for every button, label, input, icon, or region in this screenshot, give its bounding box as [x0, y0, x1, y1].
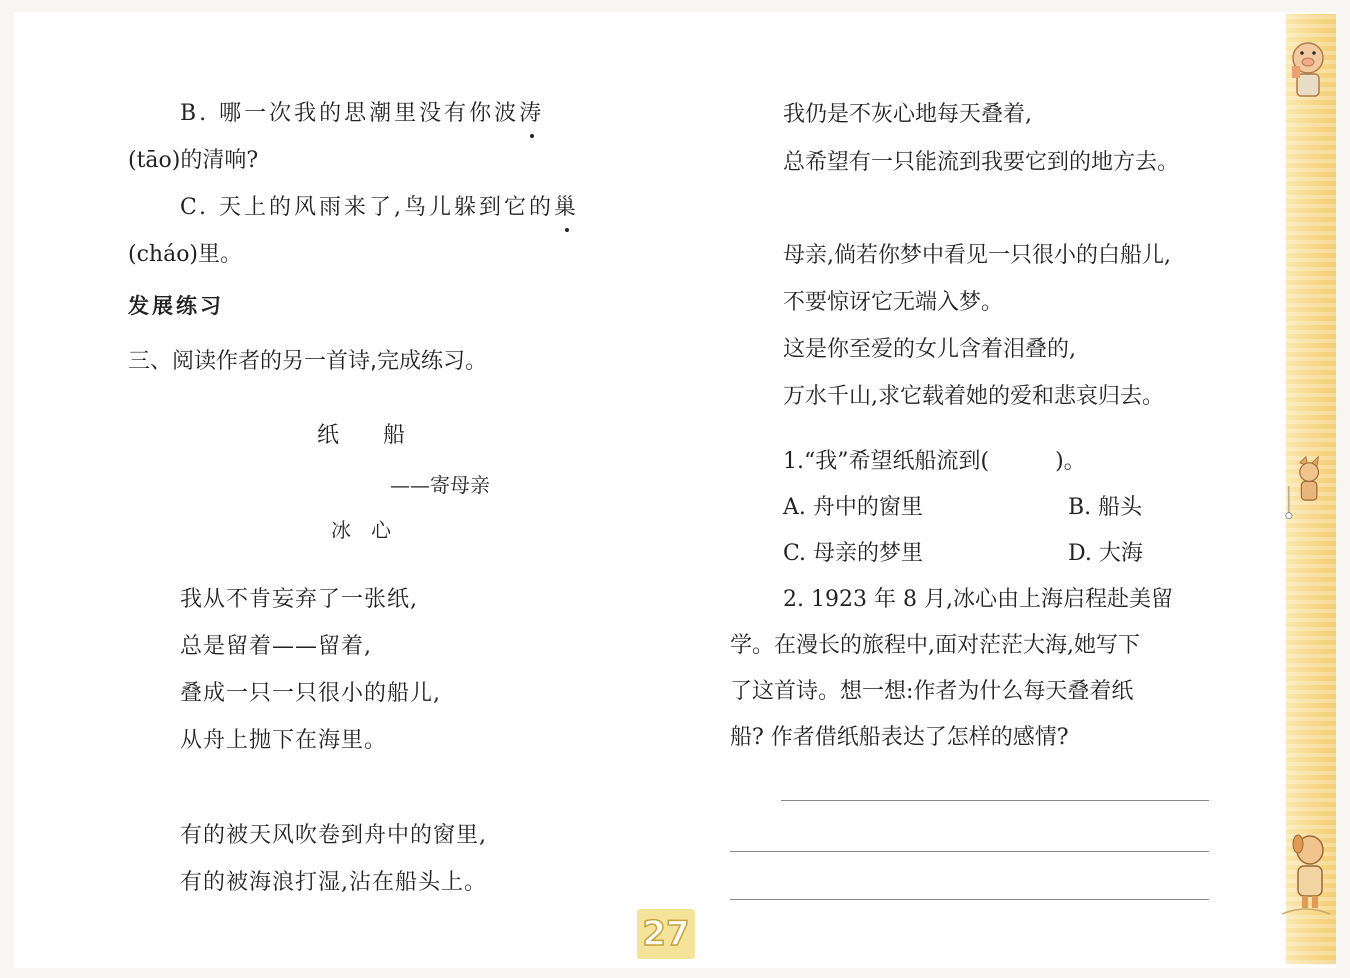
poem-line: 我仍是不灰心地每天叠着, [783, 102, 1032, 127]
question-2-line: 2. 1923 年 8 月,冰心由上海启程赴美留 [783, 587, 1173, 612]
poem-line: 叠成一只一只很小的船儿, [180, 681, 441, 706]
mascot-dog-icon [1278, 824, 1334, 924]
poem-line: 有的被海浪打湿,沾在船头上。 [180, 870, 487, 895]
question-2-line: 了这首诗。想一想:作者为什么每天叠着纸 [730, 679, 1134, 704]
page-number: 27 [637, 909, 695, 959]
question-1-option-b: B. 船头 [1068, 495, 1143, 520]
poem-line: 万水千山,求它载着她的爱和悲哀归去。 [783, 384, 1164, 409]
question-2-line: 船? 作者借纸船表达了怎样的感情? [730, 725, 1069, 750]
poem-line: 总是留着——留着, [180, 634, 372, 659]
poem-line: 我从不肯妄弃了一张纸, [180, 587, 418, 612]
poem-subtitle: ——寄母亲 [390, 473, 490, 497]
poem-line: 母亲,倘若你梦中看见一只很小的白船儿, [783, 243, 1171, 268]
dotted-character: 涛 [519, 99, 544, 129]
dotted-character: 巢 [554, 193, 579, 223]
answer-line[interactable] [730, 851, 1209, 852]
poem-line: 不要惊讶它无端入梦。 [783, 290, 1004, 315]
option-c-line-2: (cháo)里。 [128, 242, 243, 267]
question-1-option-a: A. 舟中的窗里 [783, 495, 923, 520]
option-b-line-1: B. 哪一次我的思潮里没有你波涛 [180, 99, 544, 129]
poem-title: 纸 船 [317, 423, 406, 448]
question-1: 1.“我”希望纸船流到( )。 [783, 449, 1086, 474]
question-1-option-c: C. 母亲的梦里 [783, 541, 924, 566]
option-b-line-2: (tāo)的清响? [128, 148, 259, 173]
poem-author: 冰 心 [331, 518, 391, 542]
answer-line[interactable] [781, 800, 1209, 801]
option-c-line-1: C. 天上的风雨来了,鸟儿躲到它的巢 [180, 193, 579, 223]
question-1-option-d: D. 大海 [1068, 541, 1143, 566]
section-heading: 发展练习 [128, 294, 224, 318]
question-2-line: 学。在漫长的旅程中,面对茫茫大海,她写下 [730, 633, 1140, 658]
mascot-pig-icon [1278, 36, 1334, 106]
poem-line: 总希望有一只能流到我要它到的地方去。 [783, 150, 1180, 175]
exercise-instruction: 三、阅读作者的另一首诗,完成练习。 [128, 349, 487, 374]
mascot-fox-yoyo-icon [1278, 455, 1334, 525]
poem-line: 有的被天风吹卷到舟中的窗里, [180, 823, 487, 848]
poem-line: 从舟上抛下在海里。 [180, 728, 388, 753]
answer-line[interactable] [730, 899, 1209, 900]
poem-line: 这是你至爱的女儿含着泪叠的, [783, 337, 1076, 362]
